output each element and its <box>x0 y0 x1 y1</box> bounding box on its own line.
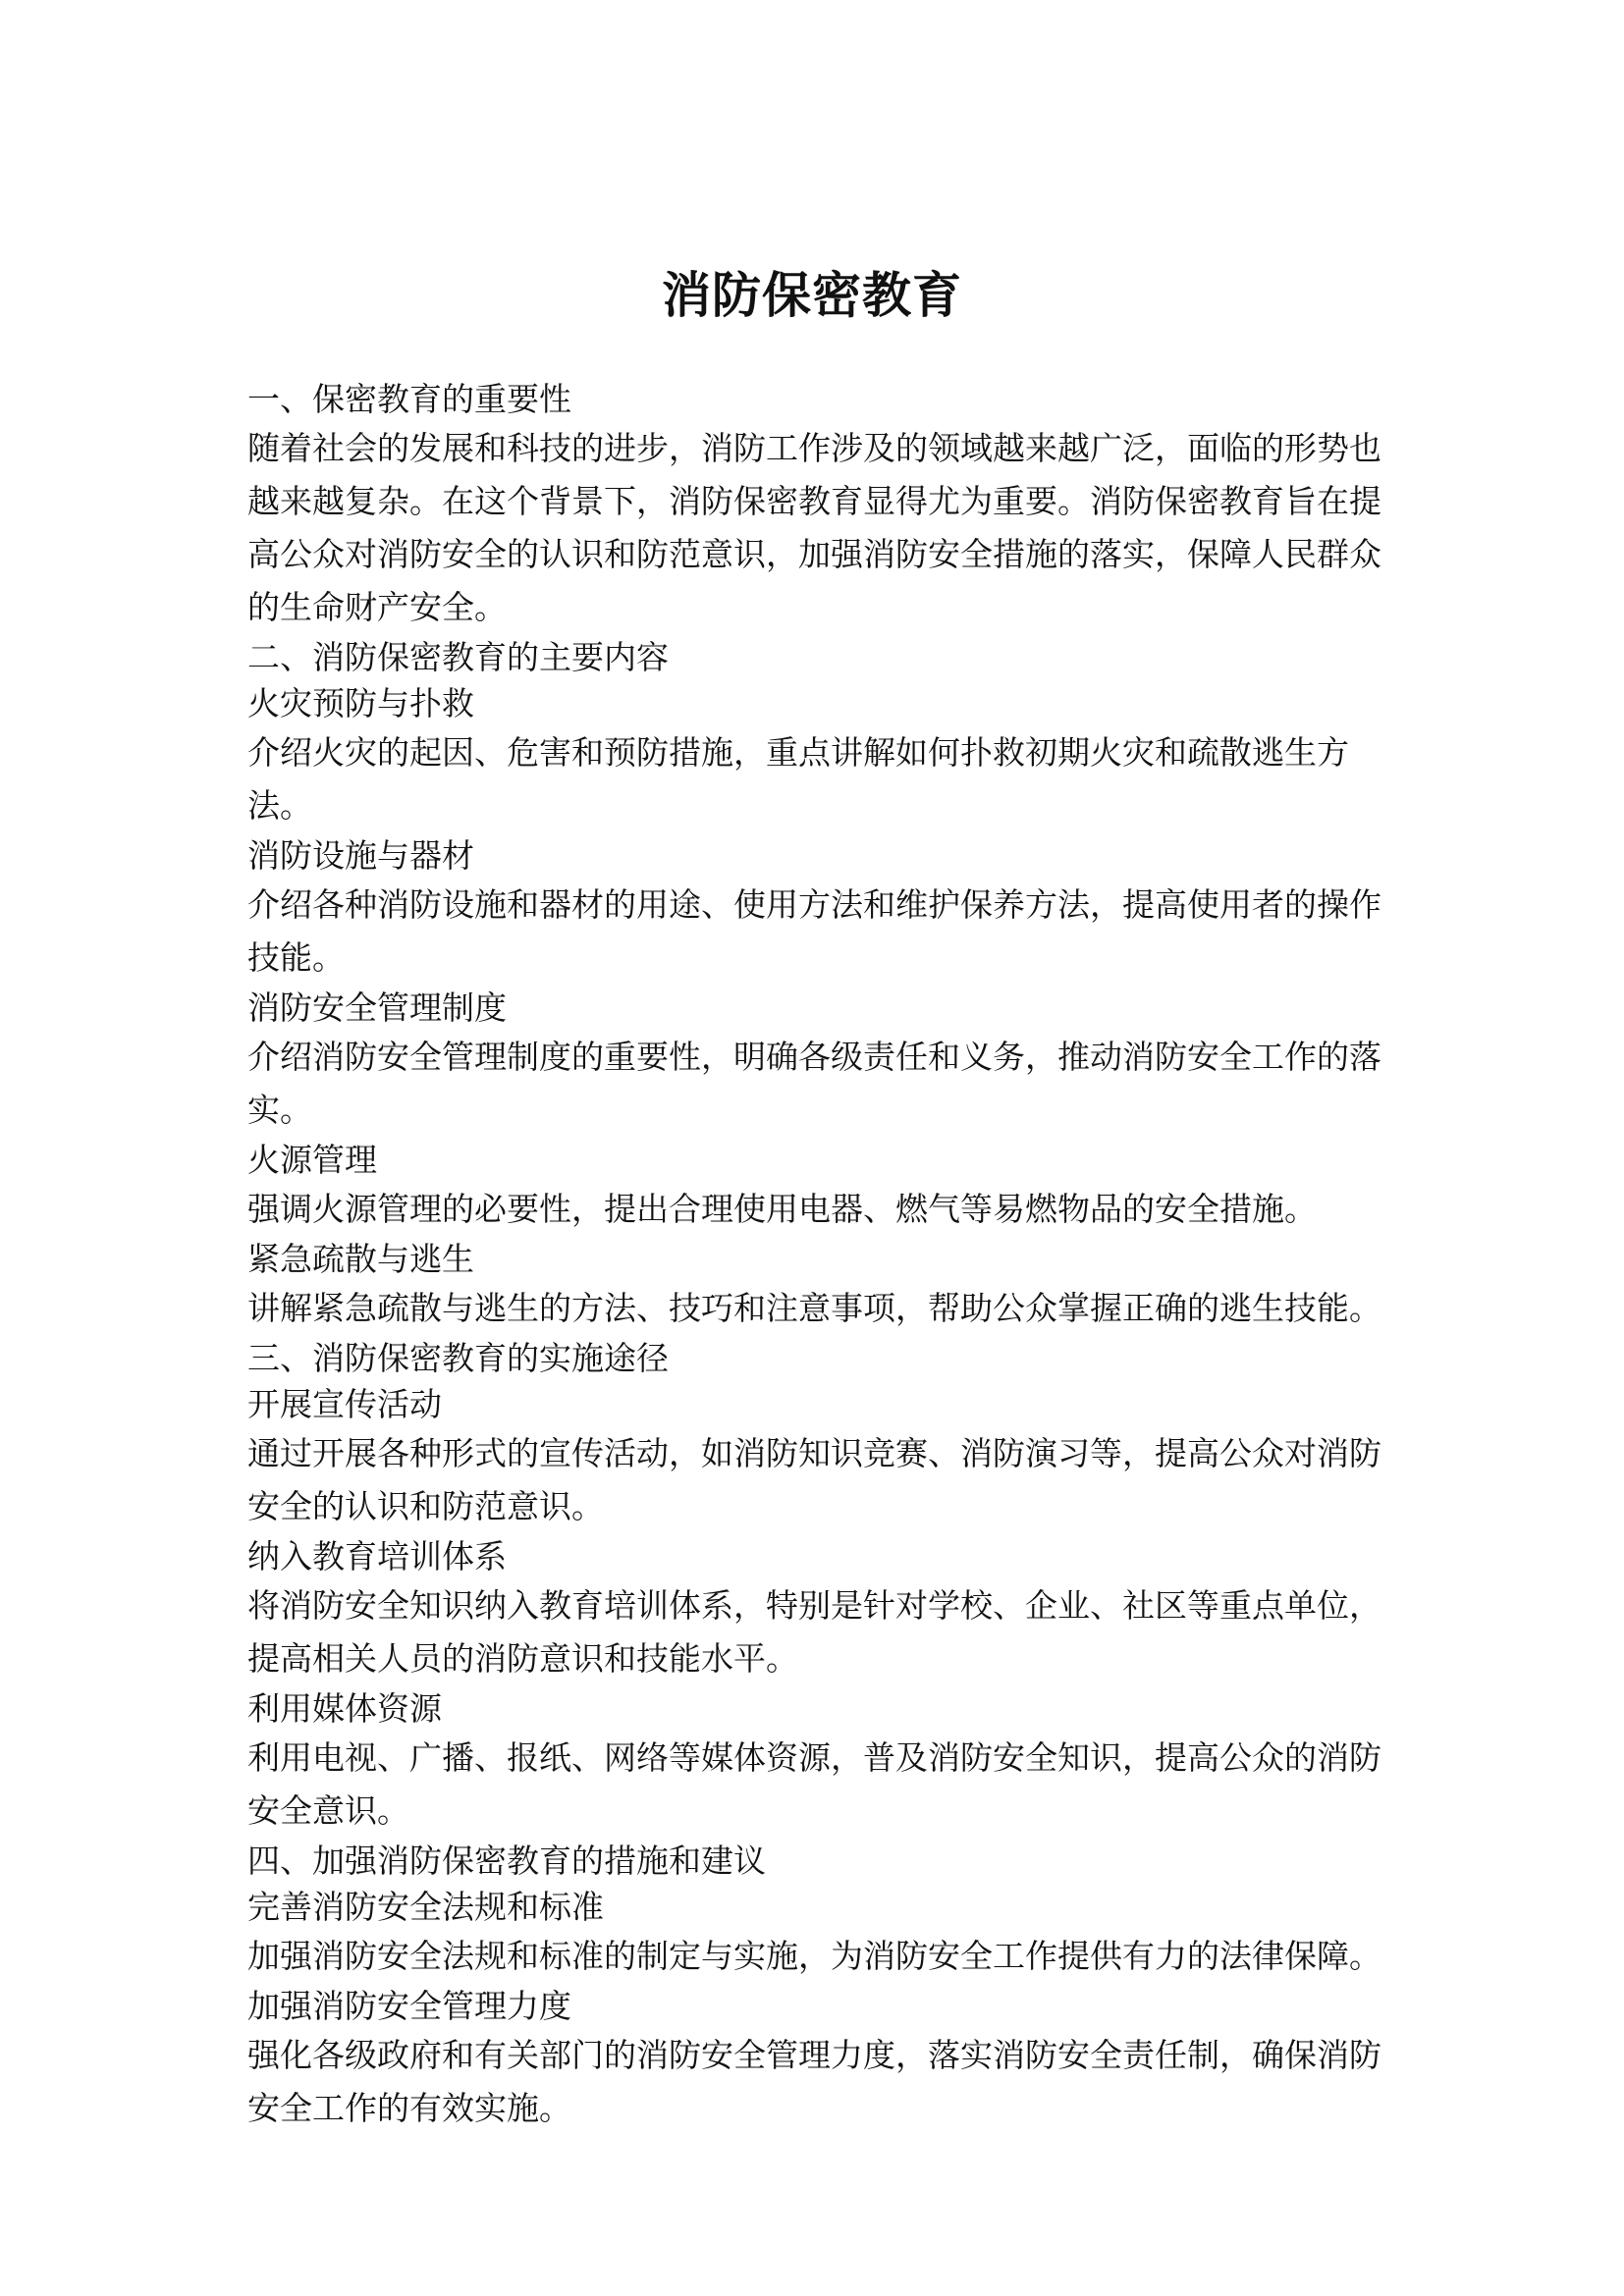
paragraph: 将消防安全知识纳入教育培训体系，特别是针对学校、企业、社区等重点单位，提高相关人员的消防意识和技能水平。 <box>247 1586 1381 1678</box>
paragraph: 介绍各种消防设施和器材的用途、使用方法和维护保养方法，提高使用者的操作技能。 <box>247 885 1381 977</box>
subheading: 火源管理 <box>247 1141 377 1179</box>
subheading: 纳入教育培训体系 <box>247 1537 507 1575</box>
subheading: 消防设施与器材 <box>247 836 474 875</box>
subheading: 完善消防安全法规和标准 <box>247 1888 604 1926</box>
section-heading: 一、保密教育的重要性 <box>247 380 571 418</box>
section-heading: 四、加强消防保密教育的措施和建议 <box>247 1842 766 1880</box>
subheading: 开展宣传活动 <box>247 1385 442 1423</box>
subheading: 利用媒体资源 <box>247 1689 442 1728</box>
paragraph: 介绍消防安全管理制度的重要性，明确各级责任和义务，推动消防安全工作的落实。 <box>247 1038 1381 1129</box>
subheading: 消防安全管理制度 <box>247 988 507 1027</box>
document-title: 消防保密教育 <box>662 267 962 324</box>
paragraph: 通过开展各种形式的宣传活动，如消防知识竞赛、消防演习等，提高公众对消防安全的认识和防范意识。 <box>247 1434 1381 1525</box>
paragraph: 强调火源管理的必要性，提出合理使用电器、燃气等易燃物品的安全措施。 <box>247 1190 1317 1228</box>
paragraph: 强化各级政府和有关部门的消防安全管理力度，落实消防安全责任制，确保消防安全工作的有效实施。 <box>247 2036 1381 2127</box>
subheading: 加强消防安全管理力度 <box>247 1987 571 2025</box>
paragraph: 介绍火灾的起因、危害和预防措施，重点讲解如何扑救初期火灾和疏散逃生方法。 <box>247 733 1349 825</box>
section-heading: 三、消防保密教育的实施途径 <box>247 1339 669 1377</box>
paragraph: 讲解紧急疏散与逃生的方法、技巧和注意事项，帮助公众掌握正确的逃生技能。 <box>247 1289 1381 1327</box>
paragraph: 加强消防安全法规和标准的制定与实施，为消防安全工作提供有力的法律保障。 <box>247 1937 1381 1975</box>
section-heading: 二、消防保密教育的主要内容 <box>247 638 669 676</box>
paragraph: 利用电视、广播、报纸、网络等媒体资源，普及消防安全知识，提高公众的消防安全意识。 <box>247 1738 1381 1830</box>
subheading: 火灾预防与扑救 <box>247 684 474 722</box>
subheading: 紧急疏散与逃生 <box>247 1240 474 1278</box>
paragraph: 随着社会的发展和科技的进步，消防工作涉及的领域越来越广泛，面临的形势也越来越复杂。在这个背景下，消防保密教育显得尤为重要。消防保密教育旨在提高公众对消防安全的认识和防范意识，加强消防安全措施的落实，保障人民群众的生命财产安全。 <box>247 429 1381 626</box>
document-body <box>247 376 1386 2135</box>
